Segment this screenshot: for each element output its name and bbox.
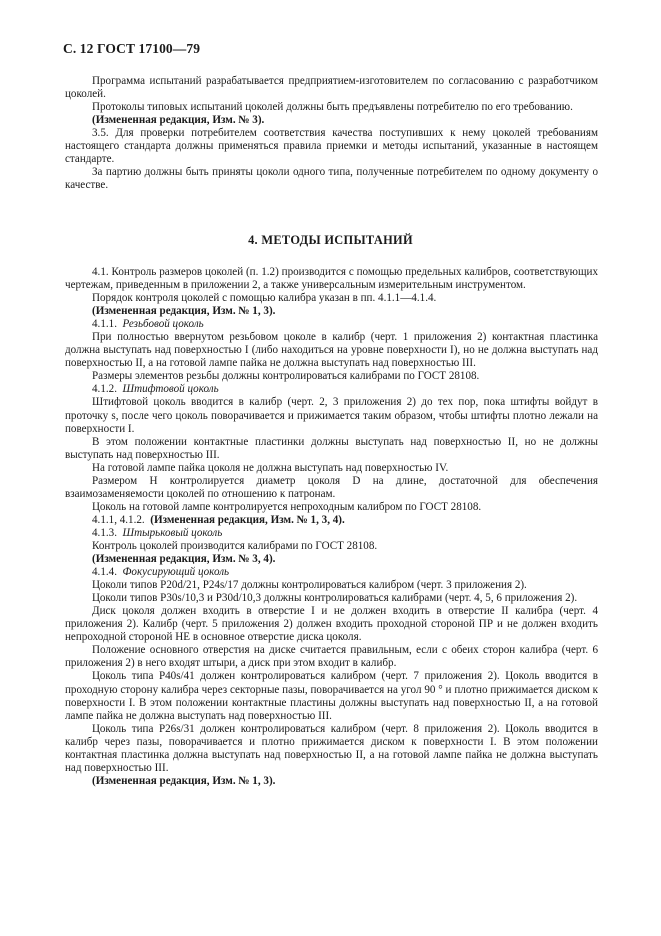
paragraph [65,370,598,383]
paragraph [65,605,598,644]
paragraph [65,166,598,192]
paragraph [65,292,598,305]
subsection-number: 4.1.2. [92,383,117,396]
subsection-label: Штифтовой цоколь [122,383,219,396]
paragraph-text: Положение основного отверстия на диске считается правильным, если с обеих сторон калибра (черт. 6 приложения 2) в него входят штыри, а диск при этом входит в калибр. [65,644,598,670]
paragraph-text: Протоколы типовых испытаний цоколей должны быть предъявлены потребителю по его требованию. [92,101,573,114]
subsection-number: 4.1.4. [92,566,117,579]
paragraph [65,266,598,292]
amendment-note [65,514,598,527]
paragraph [65,75,598,101]
paragraph [65,579,598,592]
paragraph-text: Контроль цоколей производится калибрами по ГОСТ 28108. [92,539,378,552]
subsection-number: 4.1.3. [92,526,117,539]
clause-numbers: 4.1.1, 4.1.2. [92,513,145,526]
section-title: 4. МЕТОДЫ ИСПЫТАНИЙ [248,233,413,247]
paragraph [65,475,598,501]
paragraph-text: На готовой лампе пайка цоколя не должна выступать над поверхностью IV. [92,461,449,474]
paragraph-text: 4.1. Контроль размеров цоколей (п. 1.2) производится с помощью предельных калибров, соответствующих чертежам, приведенным в приложении 2, а также универсальным измерительным инструментом. [65,266,598,292]
paragraph-text: Размером H контролируется диаметр цоколя D на длине, достаточной для обеспечения взаимозаменяемости цоколей по отношению к патронам. [65,474,598,500]
paragraph-text: В этом положении контактные пластинки должны выступать над поверхностью II, но не должны выступать над поверхностью III. [65,435,598,461]
amendment-text: (Измененная редакция, Изм. № 3). [92,114,265,127]
amendment-note [65,553,598,566]
amendment-note [65,775,598,788]
paragraph [65,540,598,553]
paragraph-text: Цоколи типов P30s/10,3 и P30d/10,3 должны контролироваться калибрами (черт. 4, 5, 6 приложения 2). [92,592,578,605]
paragraph-text: Цоколь типа P40s/41 должен контролироваться калибром (черт. 7 приложения 2). Цоколь вводится в проходную сторону калибра через секторные пазы, поворачивается на угол 90 ° и плотно прижимается диском к поверхности I. В этом положении контактные пластины должны выступать над поверхностью II, а на готовой лампе пайка не должна выступать над поверхностью III. [65,670,598,722]
subsection-heading [65,527,598,540]
subsection-heading [65,383,598,396]
paragraph [65,462,598,475]
paragraph-text: Программа испытаний разрабатывается предприятием-изготовителем по согласованию с разработчиком цоколей. [65,75,598,101]
paragraph [65,723,598,775]
paragraph-text: Цоколь на готовой лампе контролируется непроходным калибром по ГОСТ 28108. [92,500,482,513]
subsection-label: Фокусирующий цоколь [122,566,230,579]
paragraph-text: Порядок контроля цоколей с помощью калибра указан в пп. 4.1.1—4.1.4. [92,292,437,305]
paragraph [65,501,598,514]
paragraph [65,644,598,670]
paragraph-text: За партию должны быть приняты цоколи одного типа, полученные потребителем по одному документу о качестве. [65,166,598,192]
subsection-number: 4.1.1. [92,318,117,331]
paragraph [65,331,598,370]
paragraph-text: 3.5. Для проверки потребителем соответствия качества поступивших к нему цоколей требованиям настоящего стандарта должны применяться правила приемки и методы испытаний, указанные в настоящем стандарте. [65,127,598,166]
paragraph-text: Размеры элементов резьбы должны контролироваться калибрами по ГОСТ 28108. [92,370,480,383]
section-4-text [65,266,598,788]
amendment-text: (Измененная редакция, Изм. № 3, 4). [92,553,276,566]
subsection-label: Резьбовой цоколь [122,318,204,331]
paragraph [65,101,598,114]
amendment-note [65,305,598,318]
paragraph [65,592,598,605]
paragraph [65,670,598,722]
subsection-heading [65,318,598,331]
subsection-label: Штырьковый цоколь [122,526,223,539]
page-header: С. 12 ГОСТ 17100—79 [63,41,201,56]
paragraph [65,396,598,435]
paragraph [65,127,598,166]
amendment-text: (Измененная редакция, Изм. № 1, 3). [92,305,276,318]
paragraph [65,436,598,462]
paragraph-text: Цоколь типа P26s/31 должен контролироваться калибром (черт. 8 приложения 2). Цоколь вводится в калибр через пазы, поворачивается и плотно прижимается диском к поверхности I. В этом положении контактная пластинка должна выступать над поверхностью II, а на готовой лампе пайка не должна выступать над поверхностью III. [65,722,598,774]
paragraph-text: Диск цоколя должен входить в отверстие I и не должен входить в отверстие II калибра (черт. 4 приложения 2). Калибр (черт. 5 приложения 2) должен входить проходной стороной ПР и не должен входить непроходной стороной НЕ в основное отверстие диска цоколя. [65,605,598,644]
paragraph-text: Штифтовой цоколь вводится в калибр (черт. 2, 3 приложения 2) до тех пор, пока штифты войдут в проточку s, после чего цоколь поворачивается и прижимается таким образом, чтобы штифты плотно лежали на поверхности I. [65,396,598,435]
paragraph-text: Цоколи типов P20d/21, P24s/17 должны контролироваться калибром (черт. 3 приложения 2). [92,579,527,592]
amendment-text: (Измененная редакция, Изм. № 1, 3). [92,774,276,787]
amendment-note [65,114,598,127]
section-3-text [65,75,598,192]
paragraph-text: При полностью ввернутом резьбовом цоколе в калибр (черт. 1 приложения 2) контактная пластинка должна выступать над поверхностью I (либо находиться на уровне поверхности I), но не должна выступать над поверхностью II, а на готовой лампе пайка не должна выступать над поверхностью III. [65,331,598,370]
amendment-label: (Измененная редакция, Изм. № 1, 3, 4). [150,513,345,526]
subsection-heading [65,566,598,579]
